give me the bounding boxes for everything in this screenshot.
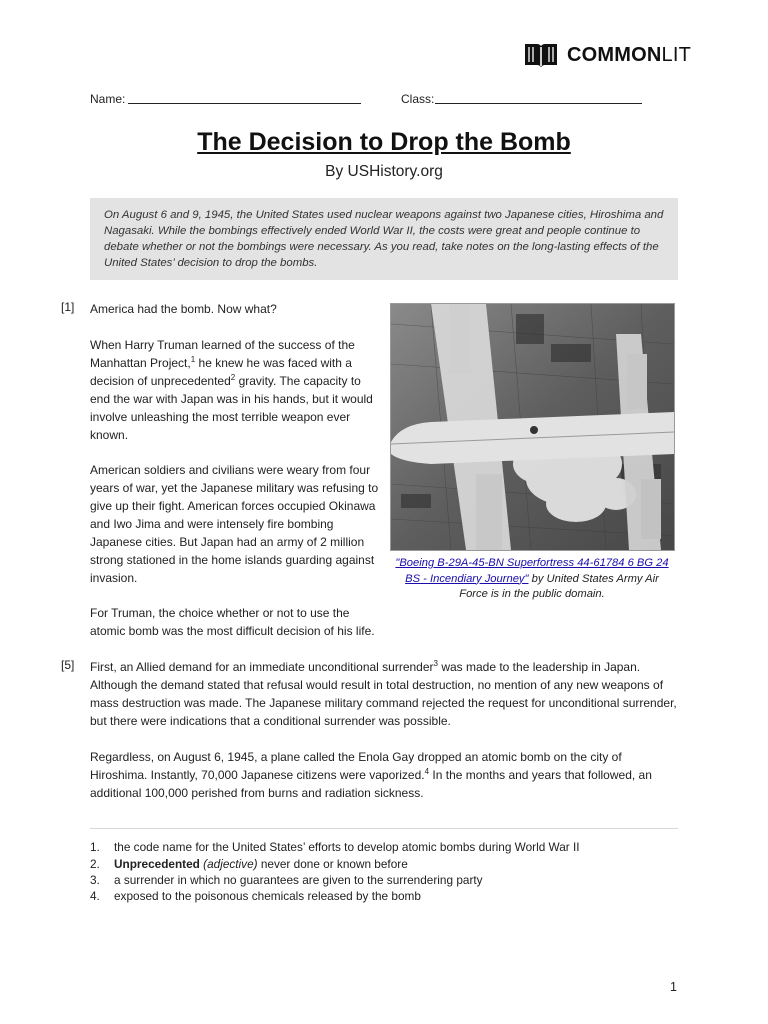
page-number: 1: [670, 980, 677, 994]
footnote-term: Unprecedented: [114, 857, 200, 871]
photo-source-link[interactable]: "Boeing B-29A-45-BN Superfortress 44-61784 6 BG 24 BS - Incendiary Journey": [395, 557, 669, 585]
class-field[interactable]: [435, 103, 642, 104]
open-book-icon: [523, 41, 559, 69]
paragraph-5: First, an Allied demand for an immediate unconditional surrender$^3$ was made to the leadership in Japan. Although the demand stated that refusal would result in total destruction, no mention of any new weapons of mass destruction was made. The Japanese military command rejected the request for unconditional surrender, but there were indications that a conditional surrender was possible.: [90, 659, 677, 728]
logo-wordmark: COMMONLIT: [567, 43, 692, 66]
name-label: Name:: [90, 92, 126, 106]
footnote-4: 4. exposed to the poisonous chemicals released by the bomb: [90, 889, 421, 903]
byline: By USHistory.org: [325, 163, 443, 180]
footnote-3: 3. a surrender in which no guarantees are given to the surrendering party: [90, 873, 483, 887]
intro-box: On August 6 and 9, 1945, the United States used nuclear weapons against two Japanese cities, Hiroshima and Nagasaki. While the bombings effectively ended World War II, the costs were great and people continue to debate whether or not the bombings were necessary. As you read, take notes on the long-lasting effects of the United States’ decision to drop the bombs.: [90, 198, 678, 280]
commonlit-logo: [523, 41, 691, 69]
paragraph-3: American soldiers and civilians were weary from four years of war, yet the Japanese military was refusing to give up their fight. American forces occupied Okinawa and Iwo Jima and were intensely fire bombing Japanese cities. But Japan had an army of 2 million strong stationed in the home islands guarding against invasion.: [90, 463, 379, 585]
photo-caption: "Boeing B-29A-45-BN Superfortress 44-61784 6 BG 24 BS - Incendiary Journey" by United States Army Air Force is in the public domain.: [395, 557, 669, 600]
footnote-2: 2. Unprecedented (adjective) never done or known before: [90, 857, 408, 871]
paragraph-6: Regardless, on August 6, 1945, a plane called the Enola Gay dropped an atomic bomb on the city of Hiroshima. Instantly, 70,000 Japanese citizens were vaporized.$^4$ In the months and years that followed, an additional 100,000 perished from burns and radiation sickness.: [90, 750, 652, 800]
paragraph-1: America had the bomb. Now what?: [90, 302, 277, 316]
footnote-ref-1[interactable]: 1: [190, 355, 196, 364]
paragraph-4: For Truman, the choice whether or not to use the atomic bomb was the most difficult decision of his life.: [90, 606, 375, 638]
paragraph-2: When Harry Truman learned of the success of the Manhattan Project,$^1$ he knew he was faced with a decision of unprecedented$^2$ gravity. The capacity to end the war with Japan was in his hands, but it would involve unleashing the most terrible weapon ever known.: [90, 338, 373, 442]
class-label: Class:: [401, 92, 435, 106]
footnote-1: 1. the code name for the United States’ efforts to develop atomic bombs during World War II: [90, 840, 580, 854]
footnote-ref-2[interactable]: 2: [230, 373, 236, 382]
b29-bomber-photo: [390, 303, 675, 551]
paragraph-number-1: [1]: [61, 300, 75, 314]
name-field[interactable]: [128, 103, 361, 104]
footnote-divider: [90, 828, 678, 829]
footnote-ref-4[interactable]: 4: [424, 767, 430, 776]
page-title: The Decision to Drop the Bomb: [197, 128, 571, 156]
footnote-ref-3[interactable]: 3: [433, 659, 438, 668]
paragraph-number-5: [5]: [61, 658, 75, 672]
